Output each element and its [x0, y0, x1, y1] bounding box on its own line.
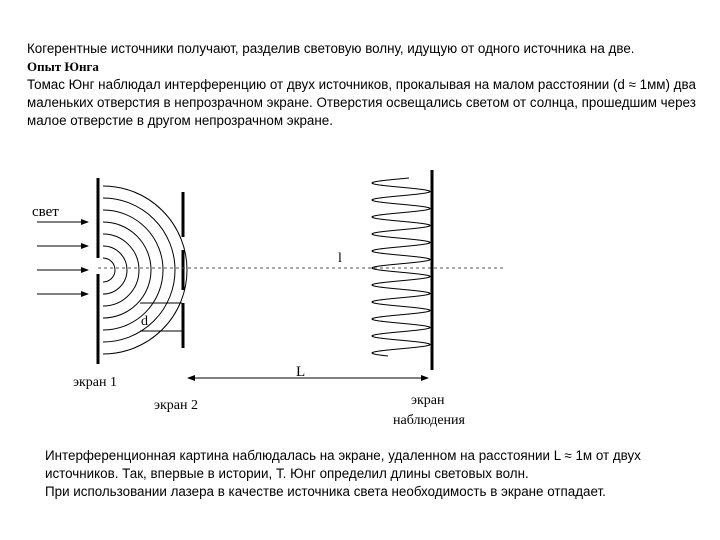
outro-line-2: При использовании лазера в качестве источника света необходимость в экране отпадает.	[45, 484, 606, 499]
intro-line: Когерентные источники получают, разделив световую волну, идущую от одного источника на две.	[27, 41, 635, 56]
outro-line-1: Интерференционная картина наблюдалась на экране, удаленном на расстоянии L ≈ 1м от двух источников. Так, впервые в истории, Т. Юнг определил длины световых волн.	[45, 448, 641, 481]
screen-1-label: экран 1	[73, 375, 118, 390]
interference-pattern	[372, 178, 430, 356]
l-label: l	[338, 251, 342, 266]
screen-2-label: экран 2	[154, 398, 199, 413]
observation-screen-label-2: наблюдения	[393, 413, 465, 428]
observation-screen-label-1: экран	[411, 393, 445, 408]
intro-paragraph: Томас Юнг наблюдал интерференцию от двух источников, прокалывая на малом расстоянии (d ≈ 1мм) два маленьких отверстия в непрозрачном экране. Отверстия освещались светом от солнца, прошедшим через малое отверстие в другом непрозрачном экране.	[27, 77, 696, 128]
section-heading: Опыт Юнга	[27, 59, 99, 74]
d-label: d	[141, 314, 148, 329]
outro-text	[45, 447, 715, 501]
light-label: свет	[32, 204, 59, 220]
incoming-light-arrows	[37, 222, 88, 294]
distance-label: L	[296, 364, 306, 380]
